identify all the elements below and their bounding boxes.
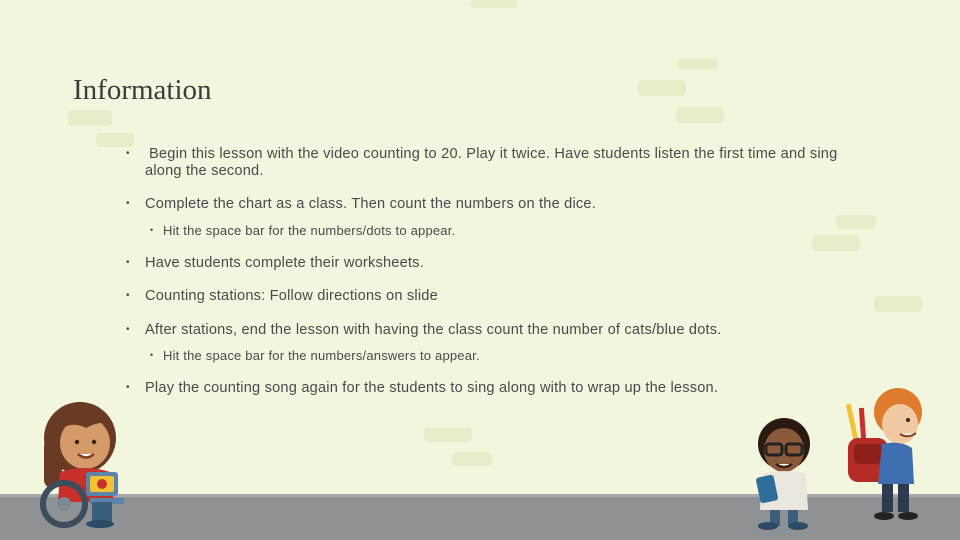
bullet-item: [126, 288, 846, 305]
wall-brick: [68, 110, 112, 126]
sub-bullet-text: Hit the space bar for the numbers/answers to appear.: [163, 348, 480, 363]
bullet-dot: •: [150, 350, 154, 360]
bullet-item: [126, 196, 846, 213]
wall-brick: [638, 80, 686, 96]
bullet-dot: •: [126, 382, 130, 393]
bullet-dot: •: [126, 198, 130, 209]
wall-brick: [452, 452, 492, 466]
girl-wheelchair-illustration: [30, 398, 140, 530]
bullet-dot: •: [126, 290, 130, 301]
wall-brick: [678, 58, 718, 70]
sub-bullet-item: [126, 348, 846, 363]
bullet-text: Play the counting song again for the students to sing along with to wrap up the lesson.: [145, 380, 719, 396]
bullet-item: [126, 380, 846, 397]
sub-bullet-text: Hit the space bar for the numbers/dots to appear.: [163, 222, 456, 238]
wall-brick: [96, 133, 134, 147]
bullet-list: [126, 146, 846, 397]
bullet-text: Begin this lesson with the video counting to 20. Play it twice. Have students listen the first time and sing along the second.: [145, 146, 838, 179]
bullet-text: Complete the chart as a class. Then count the numbers on the dice.: [145, 196, 596, 212]
bullet-dot: •: [126, 148, 130, 159]
bullet-item: [126, 146, 846, 179]
bullet-dot: •: [126, 323, 130, 335]
wall-brick: [424, 428, 472, 442]
bullet-dot: •: [150, 224, 154, 235]
bullet-text: After stations, end the lesson with having the class count the number of cats/blue dots.: [145, 321, 722, 338]
wall-brick: [470, 0, 518, 8]
bullet-text: Counting stations: Follow directions on slide: [145, 288, 438, 304]
wall-brick: [874, 296, 922, 312]
slide-title: Information: [73, 74, 212, 106]
bullet-item: [126, 255, 846, 272]
sub-bullet-item: [126, 223, 846, 238]
bullet-item: [126, 322, 846, 339]
boy-book-illustration: [748, 414, 822, 532]
bullet-text: Have students complete their worksheets.: [145, 254, 424, 271]
bullet-dot: •: [126, 256, 130, 268]
wall-brick: [676, 107, 724, 123]
boy-backpack-illustration: [838, 384, 934, 526]
